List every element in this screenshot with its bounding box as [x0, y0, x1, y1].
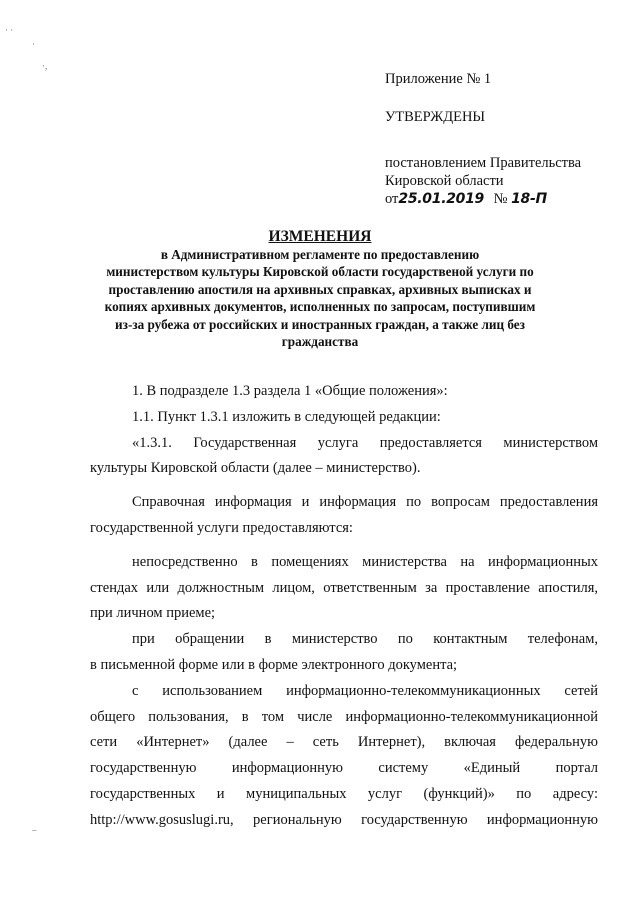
body-line: http://www.gosuslugi.ru, региональную государственную информационную: [90, 811, 598, 828]
title-heading: ИЗМЕНЕНИЯ: [268, 228, 372, 245]
body-line: государственных и муниципальных услуг (функций)» по адресу:: [90, 785, 598, 802]
scan-artifact-mark: –: [32, 825, 37, 835]
body-line: 1.1. Пункт 1.3.1 изложить в следующей редакции:: [132, 408, 441, 425]
subtitle-line: из-за рубежа от российских и иностранных граждан, а также лиц без: [115, 316, 525, 332]
handwritten-date: 25.01.2019: [398, 191, 484, 207]
handwritten-number: 18-П: [511, 191, 547, 207]
approval-header: [385, 70, 620, 208]
body-line: 1. В подразделе 1.3 раздела 1 «Общие положения»:: [132, 383, 448, 399]
document-body: [90, 379, 598, 834]
subtitle-line: гражданства: [281, 334, 359, 350]
body-line: с использованием информационно-телекоммуникационных сетей: [132, 682, 598, 699]
paragraph-networks: [90, 679, 598, 834]
body-line: культуры Кировской области (далее – министерство).: [90, 460, 421, 477]
subtitle-line: в Административном регламенте по предоставлению: [160, 247, 480, 262]
scan-artifact-mark: ·: [32, 39, 35, 49]
scan-artifact-mark: ·,: [42, 61, 48, 71]
approved-label: УТВЕРЖДЕНЫ: [385, 109, 486, 125]
body-line: стендах или должностным лицом, ответственным за проставление апостиля,: [90, 579, 598, 596]
document-title: [90, 228, 550, 350]
scan-artifact-mark: · ·: [5, 25, 14, 35]
paragraph-clause-131: [90, 431, 598, 483]
body-line: непосредственно в помещениях министерства на информационных: [132, 553, 598, 570]
subtitle-line: копиях архивных документов, исполненных по запросам, поступившим: [104, 299, 536, 315]
body-line: общего пользования, в том числе информационно-телекоммуникационной: [90, 708, 598, 725]
decree-line-1: постановлением Правительства: [385, 155, 582, 171]
paragraph-item-ref: [90, 405, 598, 431]
body-line: «1.3.1. Государственная услуга предоставляется министерством: [132, 434, 598, 451]
number-prefix: №: [493, 191, 508, 207]
appendix-label: Приложение № 1: [385, 71, 492, 87]
paragraph-premises: [90, 550, 598, 627]
body-line: в письменной форме или в форме электронного документа;: [90, 656, 458, 673]
body-line: сети «Интернет» (далее – сеть Интернет), включая федеральную: [90, 734, 598, 751]
decree-line-2: Кировской области: [385, 173, 504, 189]
date-prefix: от: [385, 191, 399, 207]
body-line: Справочная информация и информация по вопросам предоставления: [132, 494, 598, 511]
body-line: государственной услуги предоставляются:: [90, 519, 353, 536]
subtitle-line: проставлению апостиля на архивных справках, архивных выписках и: [108, 281, 532, 297]
paragraph-reference-info: [90, 490, 598, 542]
body-line: государственную информационную систему «Единый портал: [90, 760, 598, 777]
paragraph-phone: [90, 627, 598, 679]
body-line: при личном приеме;: [90, 605, 216, 622]
paragraph-section-ref: [90, 379, 598, 405]
body-line: при обращении в министерство по контактным телефонам,: [132, 631, 598, 648]
decree-date-number: [385, 190, 620, 208]
subtitle-line: министерством культуры Кировской области государственой услуги по: [106, 264, 534, 280]
